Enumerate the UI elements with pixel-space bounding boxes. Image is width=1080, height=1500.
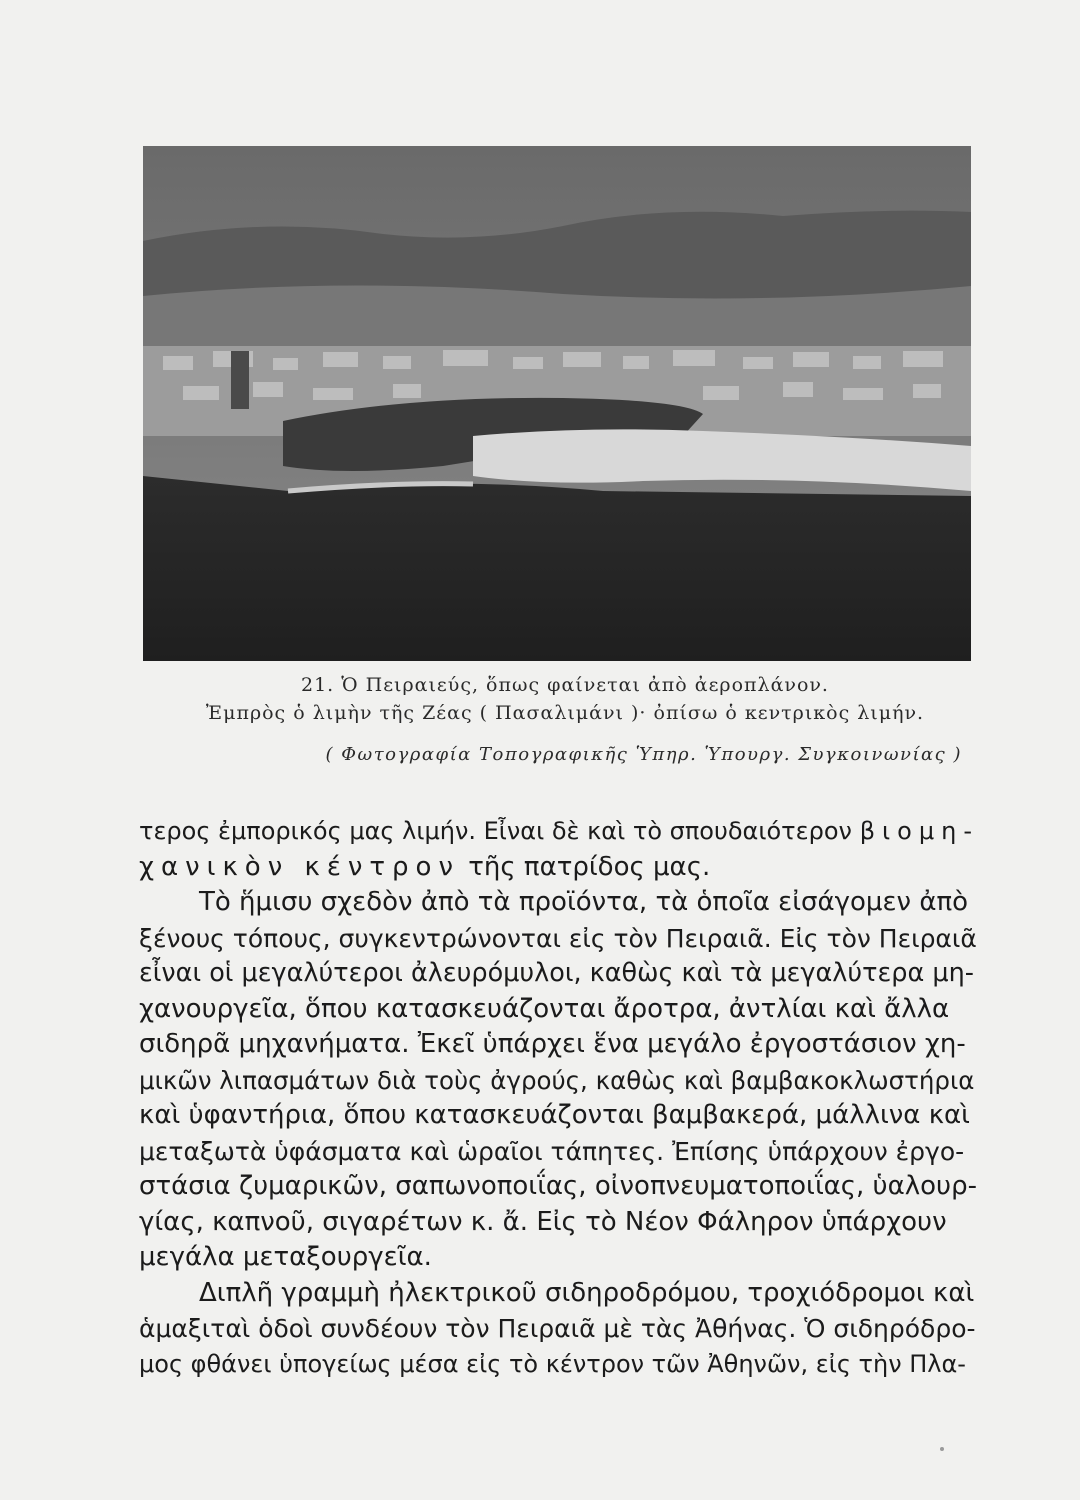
text-line	[139, 814, 979, 850]
paragraph-start: Τὸ ἥμισυ σχεδὸν ἀπὸ τὰ προϊόντα, τὰ ὁποῖα εἰσάγομεν ἀπὸ	[199, 887, 969, 917]
photo-drawing	[143, 146, 971, 661]
figure-caption-line-1: 21. Ὁ Πειραιεύς, ὅπως φαίνεται ἀπὸ ἀεροπλάνον.	[301, 674, 829, 696]
sea	[143, 476, 971, 661]
figure-caption-line-2: Ἐμπρὸς ὁ λιμὴν τῆς Ζέας ( Πασαλιμάνι )· ὀπίσω ὁ κεντρικὸς λιμήν.	[205, 702, 925, 724]
text-line: μικῶν λιπασμάτων διὰ τοὺς ἀγρούς, καθὼς καὶ βαμβακοκλωστήρια	[139, 1065, 975, 1095]
spaced-emphasis: βιομη-	[859, 817, 979, 845]
text-line: ξένους τόπους, συγκεντρώνονται εἰς τὸν Πειραιᾶ. Εἰς τὸν Πειραιᾶ	[139, 923, 977, 953]
harbor-aerial-photo	[143, 146, 971, 661]
tower	[231, 351, 249, 409]
text-line: μεταξωτὰ ὑφάσματα καὶ ὡραῖοι τάπητες. Ἐπίσης ὑπάρχουν ἐργο-	[139, 1136, 965, 1166]
figure-credit: ( Φωτογραφία Τοπογραφικῆς Ὑπηρ. Ὑπουργ. Συγκοινωνίας )	[325, 744, 962, 765]
text-line: μος φθάνει ὑπογείως μέσα εἰς τὸ κέντρον τῶν Ἀθηνῶν, εἰς τὴν Πλα-	[139, 1349, 966, 1378]
print-speck	[940, 1447, 944, 1451]
paragraph-start: Διπλῆ γραμμὴ ἠλεκτρικοῦ σιδηροδρόμου, τροχιόδρομοι καὶ	[199, 1277, 975, 1308]
text-line: μεγάλα μεταξουργεῖα.	[139, 1242, 432, 1272]
text-line: καὶ ὑφαντήρια, ὅπου κατασκευάζονται βαμβακερά, μάλλινα καὶ	[139, 1100, 970, 1130]
text-line: ἁμαξιταὶ ὁδοὶ συνδέουν τὸν Πειραιᾶ μὲ τὰς Ἀθήνας. Ὁ σιδηρόδρο-	[139, 1314, 976, 1343]
body-text	[139, 814, 979, 1382]
text-line-part: τῆς πατρίδος μας.	[468, 851, 711, 882]
text-line: σιδηρᾶ μηχανήματα. Ἐκεῖ ὑπάρχει ἕνα μεγάλο ἐργοστάσιον χη-	[139, 1029, 966, 1059]
text-line-part: τερος ἐμπορικός μας λιμήν. Εἶναι δὲ καὶ τὸ σπουδαιότερον	[139, 817, 852, 845]
text-line: εἶναι οἱ μεγαλύτεροι ἀλευρόμυλοι, καθὼς καὶ τὰ μεγαλύτερα μη-	[139, 958, 974, 988]
text-line: στάσια ζυμαρικῶν, σαπωνοποιΐας, οἰνοπνευματοποιΐας, ὑαλουρ-	[139, 1171, 977, 1201]
text-line: γίας, καπνοῦ, σιγαρέτων κ. ἄ. Εἰς τὸ Νέον Φάληρον ὑπάρχουν	[139, 1206, 947, 1237]
text-line	[139, 850, 979, 886]
spaced-emphasis: χανικὸν κέντρον	[139, 851, 460, 882]
text-line: χανουργεῖα, ὅπου κατασκευάζονται ἄροτρα, ἀντλίαι καὶ ἄλλα	[139, 993, 950, 1024]
